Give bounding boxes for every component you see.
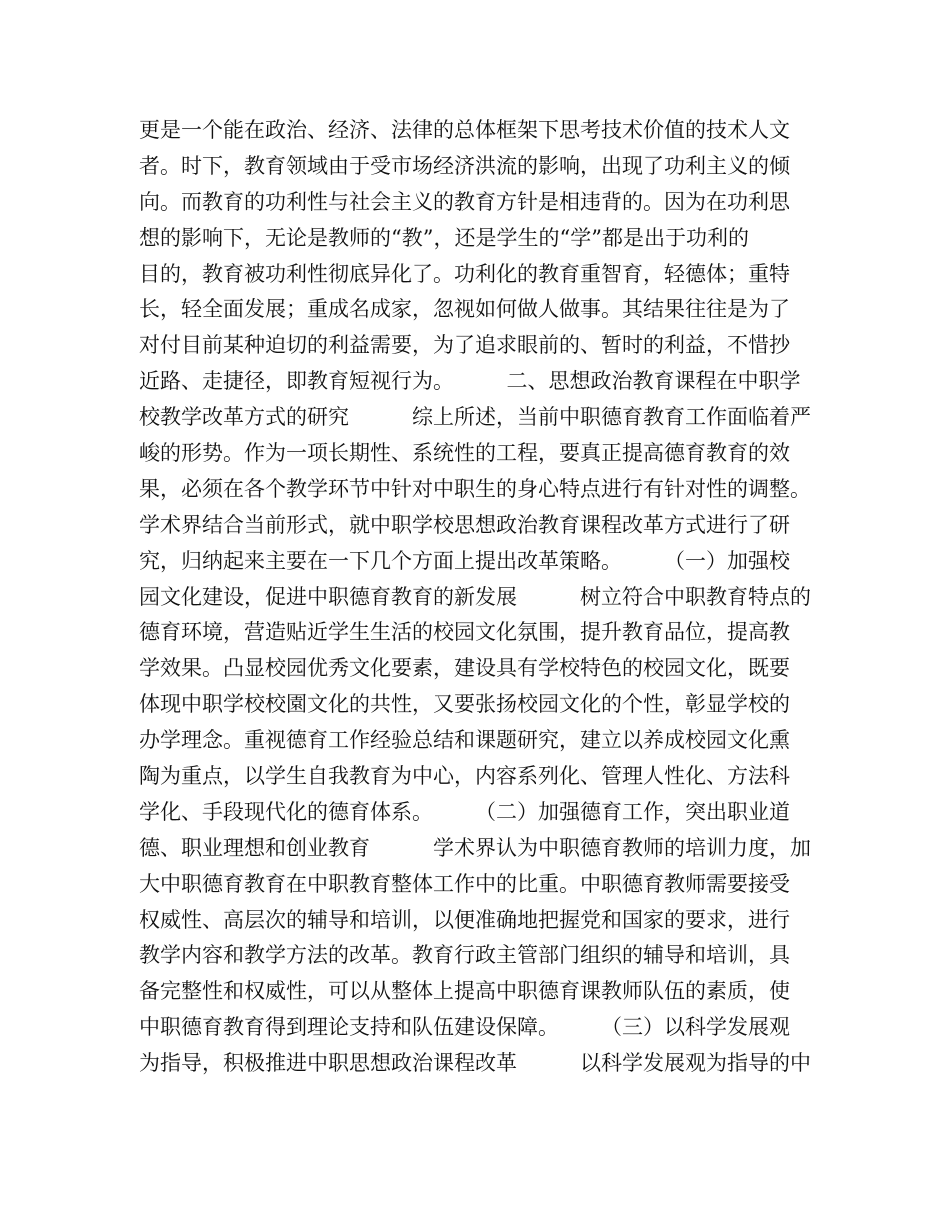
text-line: 德、职业理想和创业教育 学术界认为中职德育教师的培训力度，加 [139, 835, 811, 860]
text-line: 峻的形势。作为一项长期性、系统性的工程，要真正提高德育教育的效 [139, 441, 790, 466]
text-line: 究，归纳起来主要在一下几个方面上提出改革策略。 （一）加强校 [139, 548, 790, 573]
text-line: 向。而教育的功利性与社会主义的教育方针是相违背的。因为在功利思 [139, 189, 790, 214]
text-line: 大中职德育教育在中职教育整体工作中的比重。中职德育教师需要接受 [139, 871, 790, 896]
text-line: 教学内容和教学方法的改革。教育行政主管部门组织的辅导和培训，具 [139, 943, 790, 968]
text-line: 中职德育教育得到理论支持和队伍建设保障。 （三）以科学发展观 [139, 1015, 790, 1040]
text-line: 更是一个能在政治、经济、法律的总体框架下思考技术价值的技术人文 [139, 118, 790, 142]
text-line: 权威性、高层次的辅导和培训，以便准确地把握党和国家的要求，进行 [139, 907, 790, 932]
text-line: 德育环境，营造贴近学生生活的校园文化氛围，提升教育品位，提高教 [139, 620, 790, 645]
text-line: 学术界结合当前形式，就中职学校思想政治教育课程改革方式进行了研 [139, 512, 790, 537]
text-line: 学效果。凸显校园优秀文化要素，建设具有学校特色的校园文化，既要 [139, 656, 790, 681]
text-line: 近路、走捷径，即教育短视行为。 二、思想政治教育课程在中职学 [139, 369, 801, 394]
text-line: 长，轻全面发展；重成名成家，忽视如何做人做事。其结果往往是为了 [139, 297, 790, 322]
body-text [139, 113, 829, 1082]
text-line: 备完整性和权威性，可以从整体上提高中职德育课教师队伍的素质，使 [139, 979, 790, 1004]
text-line: 果，必须在各个教学环节中针对中职生的身心特点进行有针对性的调整。 [139, 476, 811, 501]
text-line: 体现中职学校校園文化的共性，又要张扬校园文化的个性，彰显学校的 [139, 692, 790, 717]
text-line: 校教学改革方式的研究 综上所述，当前中职德育教育工作面临着严 [139, 405, 811, 430]
text-line: 者。时下，教育领域由于受市场经济洪流的影响，出现了功利主义的倾 [139, 153, 790, 178]
text-line: 为指导，积极推进中职思想政治课程改革 以科学发展观为指导的中 [139, 1051, 811, 1076]
text-line: 办学理念。重视德育工作经验总结和课题研究，建立以养成校园文化熏 [139, 728, 790, 753]
text-line: 学化、手段现代化的德育体系。 （二）加强德育工作，突出职业道 [139, 799, 790, 824]
text-line: 园文化建设，促进中职德育教育的新发展 树立符合中职教育特点的 [139, 584, 811, 609]
text-line: 陶为重点，以学生自我教育为中心，内容系列化、管理人性化、方法科 [139, 764, 790, 789]
text-line: 目的，教育被功利性彻底异化了。功利化的教育重智育，轻德体；重特 [139, 261, 790, 286]
text-line: 对付目前某种迫切的利益需要，为了追求眼前的、暂时的利益，不惜抄 [139, 333, 790, 358]
text-line: 想的影响下，无论是教师的“教”，还是学生的“学”都是出于功利的 [139, 225, 749, 250]
